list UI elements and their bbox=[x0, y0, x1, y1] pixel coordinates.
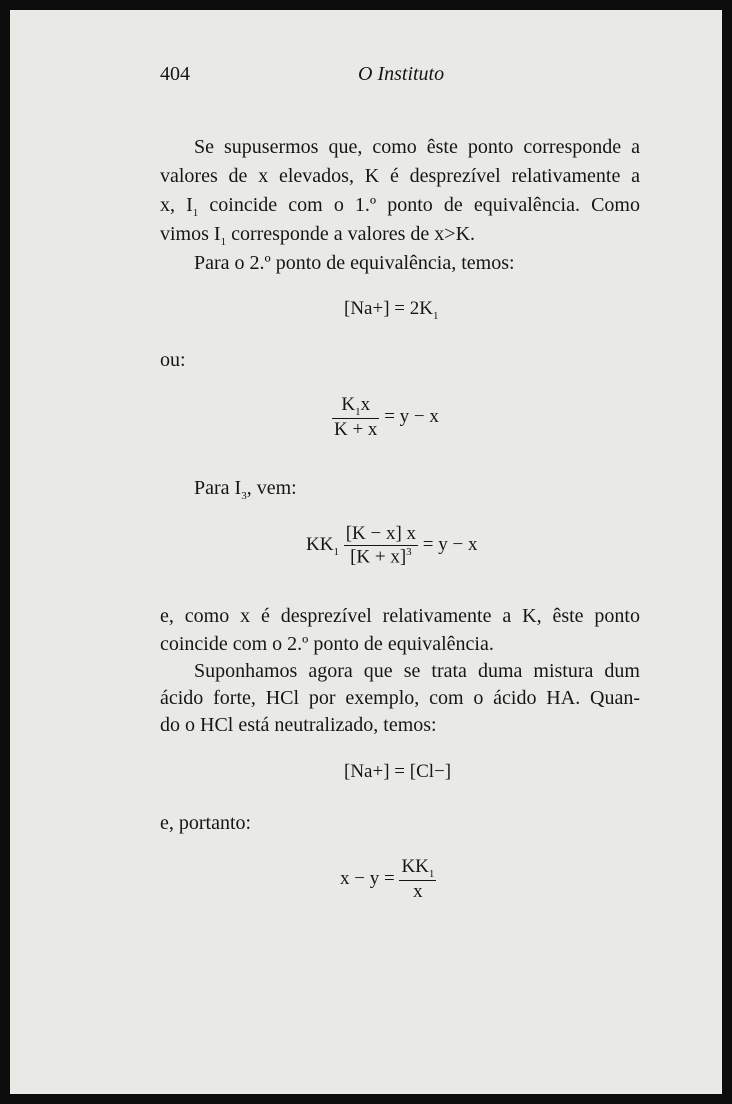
para-i3-line: Para $I_3$, vem: bbox=[194, 477, 297, 502]
equation-1: $[Na+] = 2K_1$ bbox=[344, 298, 439, 322]
paragraph1-line2: valores de x elevados, K é desprezível relativamente a bbox=[160, 165, 640, 187]
equation-2-fraction: $\frac{K_1x}{K + x}$ bbox=[334, 394, 378, 440]
paragraph1-line1: Se supusermos que, como êste ponto corresponde a bbox=[194, 136, 640, 158]
paragraph4-line3: do o HCl está neutralizado, temos: bbox=[160, 714, 437, 736]
paragraph1-line4: vimos $I_1$ corresponde a valores de x>K. bbox=[160, 223, 476, 248]
page-number: 404 bbox=[160, 63, 190, 85]
paragraph4-line2: ácido forte, HCl por exemplo, com o ácido HA. Quan- bbox=[160, 687, 640, 709]
paragraph3-line2: coincide com o 2.º ponto de equivalência. bbox=[160, 633, 494, 655]
paragraph3-line1: e, como x é desprezível relativamente a K, êste ponto bbox=[160, 605, 640, 627]
equation-3: $KK_1$ $\frac{[K - x] x}{[K + x]^3}$ = y − x bbox=[306, 523, 478, 568]
paragraph1-line3: x, $I_1$ coincide com o 1.º ponto de equivalência. Como bbox=[160, 194, 640, 219]
equation-3-fraction: $\frac{[K - x] x}{[K + x]^3}$ bbox=[345, 523, 417, 568]
paragraph2-line1: Para o 2.º ponto de equivalência, temos: bbox=[194, 252, 515, 274]
equation-2: $\frac{K_1x}{K + x}$ = y − x bbox=[334, 394, 439, 440]
running-title: O Instituto bbox=[358, 63, 445, 85]
equation-5: x − y = $\frac{KK_1}{x}$ bbox=[340, 856, 435, 902]
book-page bbox=[10, 10, 722, 1094]
equation-4: [Na+] = [Cl−] bbox=[344, 761, 452, 782]
equation-5-fraction: $\frac{KK_1}{x}$ bbox=[401, 856, 435, 902]
portanto-label: e, portanto: bbox=[160, 812, 252, 834]
ou-label: ou: bbox=[160, 349, 186, 371]
paragraph4-line1: Suponhamos agora que se trata duma mistura dum bbox=[194, 660, 640, 682]
